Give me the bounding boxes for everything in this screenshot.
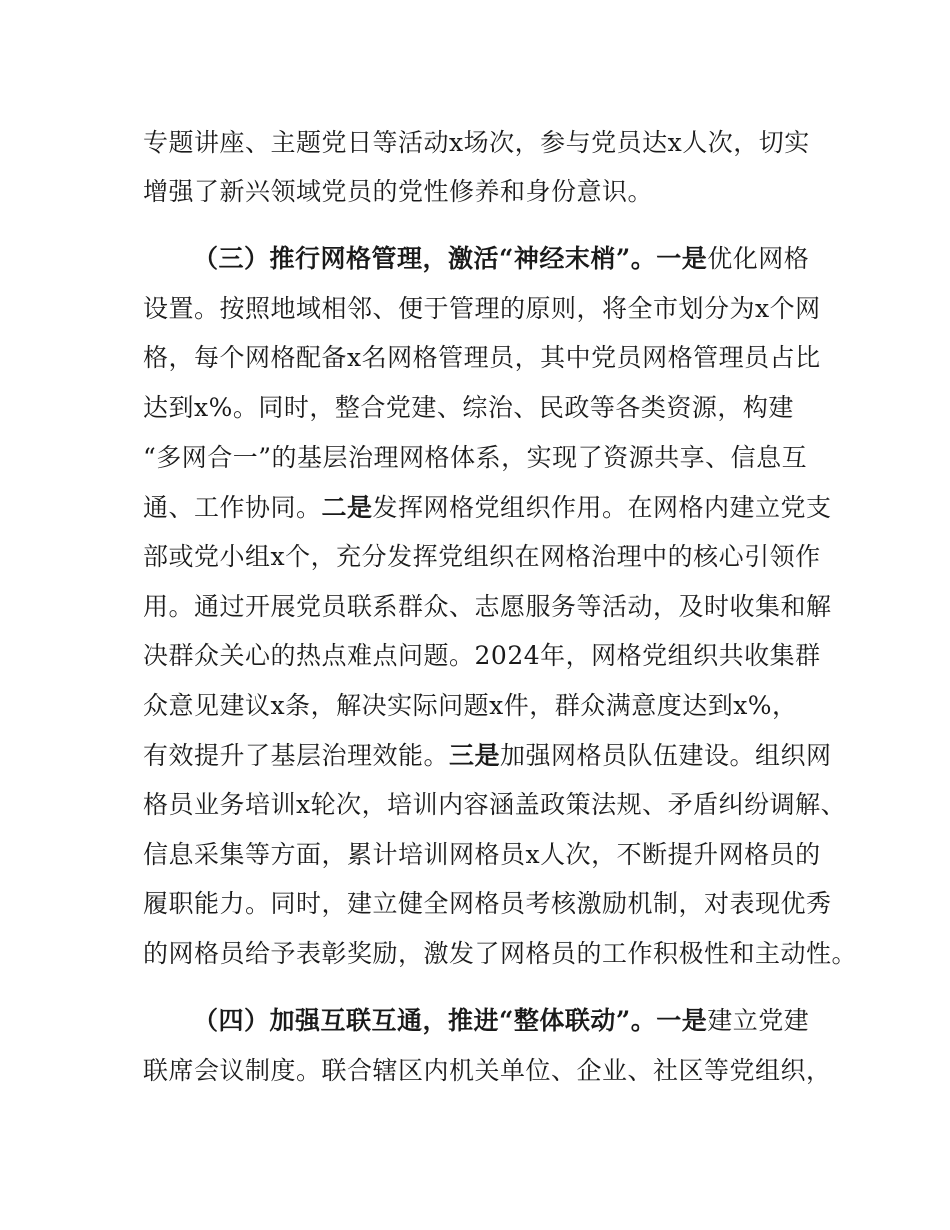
emphasis-label: 二是 (321, 493, 373, 522)
paragraph-line: 格，每个网格配备x名网格管理员，其中党员网格管理员占比 (143, 343, 821, 372)
paragraph-line (143, 490, 832, 526)
paragraph-line: 用。通过开展党员联系群众、志愿服务等活动，及时收集和解 (143, 592, 832, 621)
paragraph-line: 联席会议制度。联合辖区内机关单位、企业、社区等党组织， (143, 1056, 832, 1085)
paragraph-line: 格员业务培训x轮次，培训内容涵盖政策法规、矛盾纠纷调解、 (143, 790, 847, 819)
line-text: 通、工作协同。 (143, 493, 322, 522)
section-heading-bold: （四）加强互联互通，推进“整体联动”。一是 (193, 1006, 708, 1035)
paragraph-line (143, 738, 832, 774)
paragraph-line: 专题讲座、主题党日等活动x场次，参与党员达x人次，切实 (143, 128, 810, 157)
paragraph-line: 决群众关心的热点难点问题。2024年，网格党组织共收集群 (143, 641, 821, 670)
paragraph-line: “多网合一”的基层治理网格体系，实现了资源共享、信息互 (143, 443, 808, 472)
paragraph-line: 履职能力。同时，建立健全网格员考核激励机制，对表现优秀 (143, 889, 832, 918)
section-heading-3 (193, 241, 809, 277)
section-heading-4 (193, 1003, 809, 1039)
paragraph-line: 增强了新兴领域党员的党性修养和身份意识。 (143, 177, 654, 206)
paragraph-line: 信息采集等方面，累计培训网格员x人次，不断提升网格员的 (143, 840, 821, 869)
emphasis-label: 三是 (449, 741, 501, 770)
paragraph-line: 的网格员给予表彰奖励，激发了网格员的工作积极性和主动性。 (143, 939, 858, 968)
section-heading-rest: 建立党建 (707, 1006, 810, 1035)
line-text: 有效提升了基层治理效能。 (143, 741, 450, 770)
section-heading-rest: 优化网格 (707, 244, 810, 273)
line-text: 发挥网格党组织作用。在网格内建立党支 (372, 493, 832, 522)
paragraph-line: 众意见建议x条，解决实际问题x件，群众满意度达到x%， (143, 691, 798, 720)
paragraph-line: 部或党小组x个，充分发挥党组织在网格治理中的核心引领作 (143, 542, 821, 571)
section-heading-bold: （三）推行网格管理，激活“神经末梢”。一是 (193, 244, 708, 273)
line-text: 加强网格员队伍建设。组织网 (500, 741, 832, 770)
paragraph-line: 设置。按照地域相邻、便于管理的原则，将全市划分为x个网 (143, 294, 821, 323)
paragraph-line: 达到x%。同时，整合党建、综治、民政等各类资源，构建 (143, 393, 794, 422)
